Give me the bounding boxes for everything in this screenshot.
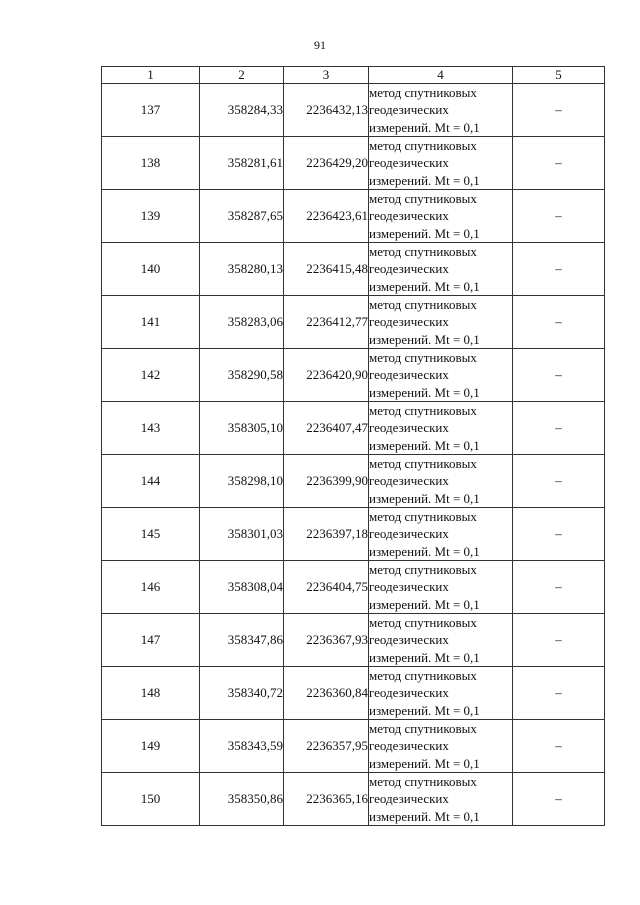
point-number-cell: 150 bbox=[102, 773, 200, 826]
method-line: геодезических bbox=[369, 632, 449, 648]
table-row bbox=[102, 137, 605, 190]
table-body bbox=[102, 67, 605, 826]
method-cell bbox=[369, 614, 513, 667]
method-line: измерений. Mt = 0,1 bbox=[369, 225, 480, 241]
method-line: измерений. Mt = 0,1 bbox=[369, 808, 480, 824]
y-coordinate-cell: 2236397,18 bbox=[284, 508, 369, 561]
x-coordinate-cell: 358343,59 bbox=[200, 720, 284, 773]
point-number-cell: 141 bbox=[102, 296, 200, 349]
y-coordinate-cell: 2236420,90 bbox=[284, 349, 369, 402]
point-number-cell: 147 bbox=[102, 614, 200, 667]
table-row bbox=[102, 190, 605, 243]
method-line: геодезических bbox=[369, 473, 449, 489]
y-coordinate-cell: 2236423,61 bbox=[284, 190, 369, 243]
x-coordinate-cell: 358350,86 bbox=[200, 773, 284, 826]
method-line: геодезических bbox=[369, 526, 449, 542]
x-coordinate-cell: 358298,10 bbox=[200, 455, 284, 508]
note-cell: – bbox=[513, 137, 605, 190]
point-number-cell: 145 bbox=[102, 508, 200, 561]
y-coordinate-cell: 2236357,95 bbox=[284, 720, 369, 773]
y-coordinate-cell: 2236415,48 bbox=[284, 243, 369, 296]
method-line: геодезических bbox=[369, 102, 449, 118]
method-cell bbox=[369, 455, 513, 508]
method-line: метод спутниковых bbox=[369, 244, 477, 260]
table-row bbox=[102, 720, 605, 773]
table-row bbox=[102, 773, 605, 826]
method-line: метод спутниковых bbox=[369, 191, 477, 207]
method-line: геодезических bbox=[369, 738, 449, 754]
y-coordinate-cell: 2236429,20 bbox=[284, 137, 369, 190]
table-row bbox=[102, 508, 605, 561]
point-number-cell: 139 bbox=[102, 190, 200, 243]
method-line: метод спутниковых bbox=[369, 456, 477, 472]
note-cell: – bbox=[513, 773, 605, 826]
note-cell: – bbox=[513, 508, 605, 561]
x-coordinate-cell: 358347,86 bbox=[200, 614, 284, 667]
method-line: метод спутниковых bbox=[369, 85, 477, 101]
note-cell: – bbox=[513, 243, 605, 296]
table-row bbox=[102, 455, 605, 508]
x-coordinate-cell: 358281,61 bbox=[200, 137, 284, 190]
x-coordinate-cell: 358308,04 bbox=[200, 561, 284, 614]
method-line: геодезических bbox=[369, 685, 449, 701]
y-coordinate-cell: 2236404,75 bbox=[284, 561, 369, 614]
method-line: метод спутниковых bbox=[369, 668, 477, 684]
method-cell bbox=[369, 243, 513, 296]
note-cell: – bbox=[513, 296, 605, 349]
x-coordinate-cell: 358284,33 bbox=[200, 84, 284, 137]
point-number-cell: 143 bbox=[102, 402, 200, 455]
y-coordinate-cell: 2236399,90 bbox=[284, 455, 369, 508]
method-line: метод спутниковых bbox=[369, 403, 477, 419]
method-line: измерений. Mt = 0,1 bbox=[369, 649, 480, 665]
table-row bbox=[102, 614, 605, 667]
method-cell bbox=[369, 296, 513, 349]
method-line: метод спутниковых bbox=[369, 721, 477, 737]
header-row bbox=[102, 67, 605, 84]
method-cell bbox=[369, 667, 513, 720]
method-line: измерений. Mt = 0,1 bbox=[369, 437, 480, 453]
method-line: измерений. Mt = 0,1 bbox=[369, 490, 480, 506]
table-row bbox=[102, 561, 605, 614]
note-cell: – bbox=[513, 561, 605, 614]
note-cell: – bbox=[513, 614, 605, 667]
method-cell bbox=[369, 349, 513, 402]
method-line: измерений. Mt = 0,1 bbox=[369, 755, 480, 771]
x-coordinate-cell: 358340,72 bbox=[200, 667, 284, 720]
method-line: измерений. Mt = 0,1 bbox=[369, 119, 480, 135]
method-cell bbox=[369, 402, 513, 455]
column-header-2: 2 bbox=[200, 67, 284, 84]
note-cell: – bbox=[513, 402, 605, 455]
table-row bbox=[102, 243, 605, 296]
method-cell bbox=[369, 137, 513, 190]
method-cell bbox=[369, 773, 513, 826]
method-line: измерений. Mt = 0,1 bbox=[369, 331, 480, 347]
method-line: измерений. Mt = 0,1 bbox=[369, 384, 480, 400]
method-line: геодезических bbox=[369, 314, 449, 330]
method-cell bbox=[369, 720, 513, 773]
point-number-cell: 146 bbox=[102, 561, 200, 614]
method-line: метод спутниковых bbox=[369, 562, 477, 578]
column-header-5: 5 bbox=[513, 67, 605, 84]
column-header-1: 1 bbox=[102, 67, 200, 84]
x-coordinate-cell: 358290,58 bbox=[200, 349, 284, 402]
x-coordinate-cell: 358305,10 bbox=[200, 402, 284, 455]
x-coordinate-cell: 358287,65 bbox=[200, 190, 284, 243]
method-line: геодезических bbox=[369, 155, 449, 171]
method-line: геодезических bbox=[369, 367, 449, 383]
table-row bbox=[102, 349, 605, 402]
point-number-cell: 149 bbox=[102, 720, 200, 773]
point-number-cell: 138 bbox=[102, 137, 200, 190]
table-row bbox=[102, 84, 605, 137]
method-line: измерений. Mt = 0,1 bbox=[369, 543, 480, 559]
table-row bbox=[102, 296, 605, 349]
page-number: 91 bbox=[314, 38, 326, 52]
point-number-cell: 144 bbox=[102, 455, 200, 508]
y-coordinate-cell: 2236412,77 bbox=[284, 296, 369, 349]
note-cell: – bbox=[513, 455, 605, 508]
method-line: геодезических bbox=[369, 261, 449, 277]
note-cell: – bbox=[513, 190, 605, 243]
method-cell bbox=[369, 561, 513, 614]
method-cell bbox=[369, 508, 513, 561]
x-coordinate-cell: 358280,13 bbox=[200, 243, 284, 296]
point-number-cell: 137 bbox=[102, 84, 200, 137]
method-line: измерений. Mt = 0,1 bbox=[369, 596, 480, 612]
method-cell bbox=[369, 84, 513, 137]
x-coordinate-cell: 358301,03 bbox=[200, 508, 284, 561]
column-header-4: 4 bbox=[369, 67, 513, 84]
table-row bbox=[102, 667, 605, 720]
method-line: измерений. Mt = 0,1 bbox=[369, 702, 480, 718]
method-line: метод спутниковых bbox=[369, 774, 477, 790]
method-line: метод спутниковых bbox=[369, 350, 477, 366]
note-cell: – bbox=[513, 84, 605, 137]
method-line: геодезических bbox=[369, 208, 449, 224]
method-line: измерений. Mt = 0,1 bbox=[369, 278, 480, 294]
x-coordinate-cell: 358283,06 bbox=[200, 296, 284, 349]
method-line: измерений. Mt = 0,1 bbox=[369, 172, 480, 188]
note-cell: – bbox=[513, 349, 605, 402]
point-number-cell: 142 bbox=[102, 349, 200, 402]
note-cell: – bbox=[513, 720, 605, 773]
note-cell: – bbox=[513, 667, 605, 720]
method-line: геодезических bbox=[369, 420, 449, 436]
y-coordinate-cell: 2236360,84 bbox=[284, 667, 369, 720]
table-row bbox=[102, 402, 605, 455]
method-line: геодезических bbox=[369, 579, 449, 595]
point-number-cell: 140 bbox=[102, 243, 200, 296]
point-number-cell: 148 bbox=[102, 667, 200, 720]
method-line: метод спутниковых bbox=[369, 615, 477, 631]
method-line: геодезических bbox=[369, 791, 449, 807]
y-coordinate-cell: 2236407,47 bbox=[284, 402, 369, 455]
column-header-3: 3 bbox=[284, 67, 369, 84]
method-line: метод спутниковых bbox=[369, 509, 477, 525]
y-coordinate-cell: 2236367,93 bbox=[284, 614, 369, 667]
method-line: метод спутниковых bbox=[369, 297, 477, 313]
coordinates-table bbox=[101, 66, 605, 826]
y-coordinate-cell: 2236365,16 bbox=[284, 773, 369, 826]
y-coordinate-cell: 2236432,13 bbox=[284, 84, 369, 137]
method-cell bbox=[369, 190, 513, 243]
method-line: метод спутниковых bbox=[369, 138, 477, 154]
